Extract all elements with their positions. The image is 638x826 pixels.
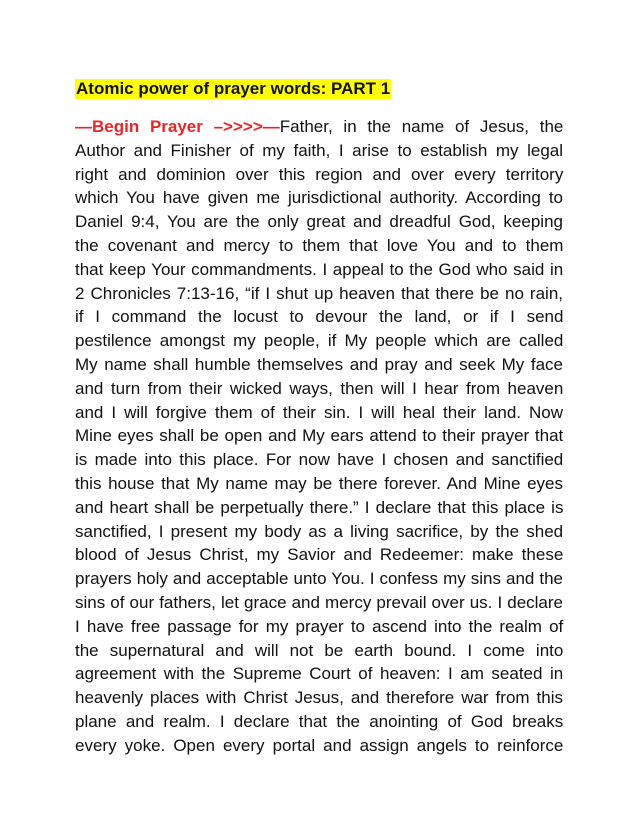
paragraph-line-first <box>75 115 563 139</box>
paragraph-line: that keep Your commandments. I appeal to the God who said in <box>75 259 564 279</box>
paragraph-line: every yoke. Open every portal and assign angels to reinforce <box>75 735 564 755</box>
paragraph-line: sins of our fathers, let grace and mercy prevail over us. I declare <box>75 592 563 612</box>
paragraph-line: blood of Jesus Christ, my Savior and Redeemer: make these <box>75 545 564 565</box>
paragraph-line: plane and realm. I declare that the anointing of God breaks <box>75 711 564 731</box>
paragraph-line: heavenly places with Christ Jesus, and therefore war from this <box>75 688 563 708</box>
paragraph-line: 2 Chronicles 7:13-16, “if I shut up heaven that there be no rain, <box>75 283 563 303</box>
prayer-paragraph <box>75 115 563 758</box>
paragraph-line: the supernatural and will not be earth bound. I come into <box>75 640 564 660</box>
paragraph-line: pestilence amongst my people, if My people which are called <box>75 331 564 351</box>
paragraph-line: and turn from their wicked ways, then will I hear from heaven <box>75 378 564 398</box>
paragraph-line: Mine eyes shall be open and My ears attend to their prayer that <box>75 426 564 446</box>
paragraph-line: if I command the locust to devour the land, or if I send <box>75 307 564 327</box>
paragraph-line: prayers holy and acceptable unto You. I confess my sins and the <box>75 569 563 589</box>
paragraph-line: and I will forgive them of their sin. I will heal their land. Now <box>75 402 564 422</box>
paragraph-line: this house that My name may be there forever. And Mine eyes <box>75 473 563 493</box>
paragraph-line: right and dominion over this region and over every territory <box>75 164 564 184</box>
paragraph-line: I have free passage for my prayer to ascend into the realm of <box>75 616 564 636</box>
paragraph-line: which You have given me jurisdictional authority. According to <box>75 188 563 208</box>
paragraph-line: My name shall humble themselves and pray and seek My face <box>75 354 563 374</box>
paragraph-line: agreement with the Supreme Court of heaven: I am seated in <box>75 664 564 684</box>
page-heading: Atomic power of prayer words: PART 1 <box>76 79 391 98</box>
paragraph-line: the covenant and mercy to them that love You and to them <box>75 235 564 255</box>
paragraph-line: Daniel 9:4, You are the only great and dreadful God, keeping <box>75 212 563 232</box>
begin-prayer-label: —Begin Prayer –>>>>— <box>75 117 280 136</box>
first-line-text: Father, in the name of Jesus, the <box>279 117 564 136</box>
paragraph-line: is made into this place. For now have I chosen and sanctified <box>75 450 564 470</box>
paragraph-line: Author and Finisher of my faith, I arise to establish my legal <box>75 140 563 160</box>
paragraph-line: and heart shall be perpetually there.” I declare that this place is <box>75 497 564 517</box>
paragraph-line: sanctified, I present my body as a living sacrifice, by the shed <box>75 521 564 541</box>
